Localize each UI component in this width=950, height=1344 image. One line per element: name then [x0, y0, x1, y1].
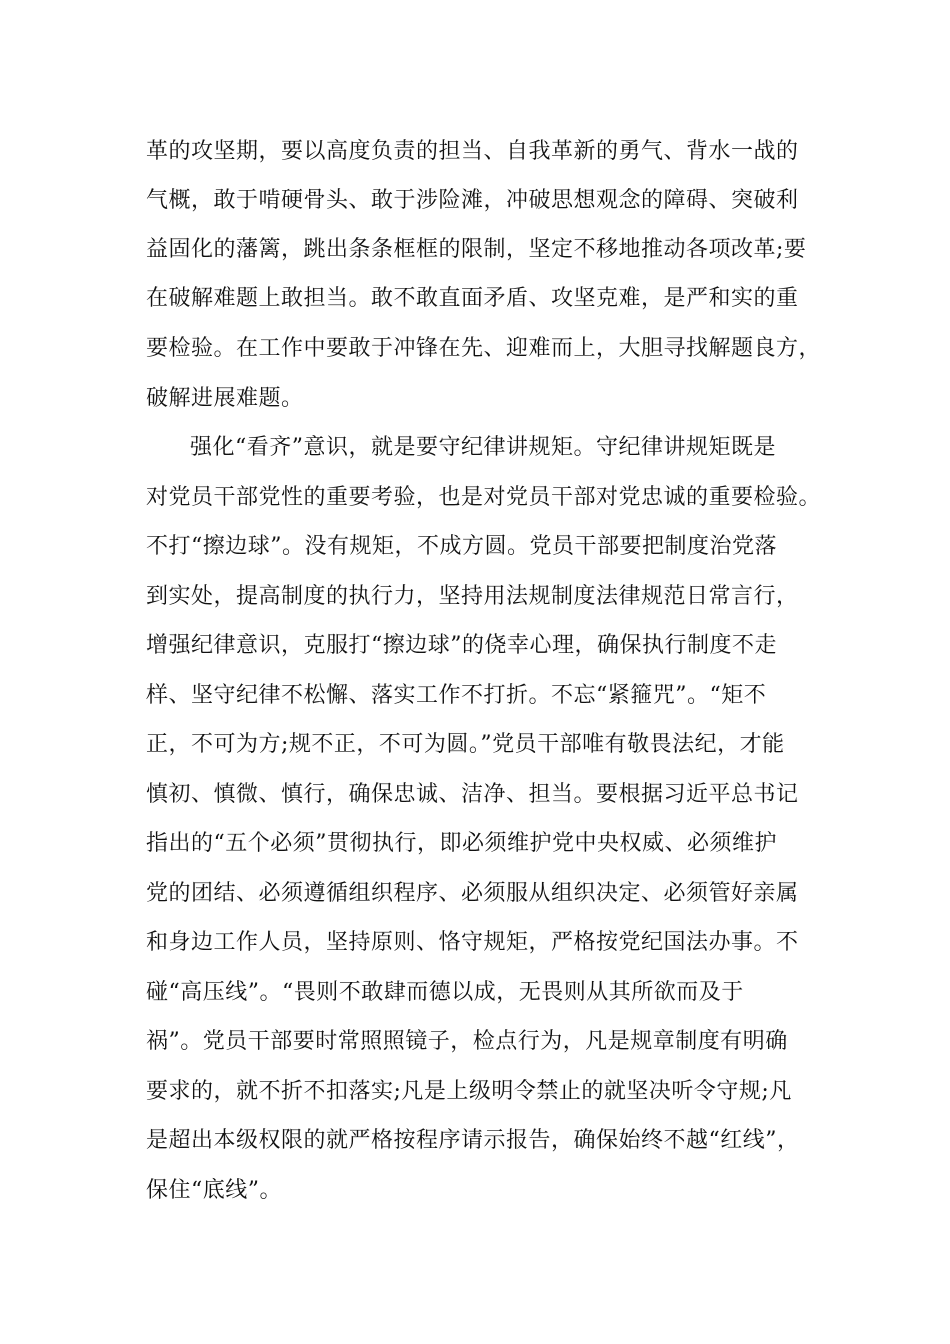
text-line: 增强纪律意识，克服打“擦边球”的侥幸心理，确保执行制度不走 [146, 633, 777, 658]
text-line: 不打“擦边球”。没有规矩，不成方圆。党员干部要把制度治党落 [146, 534, 777, 559]
text-line: 气概，敢于啃硬骨头、敢于涉险滩，冲破思想观念的障碍、突破利 [146, 188, 799, 213]
paragraph-start-line: 强化“看齐”意识，就是要守纪律讲规矩。守纪律讲规矩既是 [190, 435, 776, 460]
text-line: 革的攻坚期，要以高度负责的担当、自我革新的勇气、背水一战的 [146, 139, 799, 164]
text-line: 要求的，就不折不扣落实;凡是上级明令禁止的就坚决听令守规;凡 [146, 1079, 792, 1104]
text-line: 要检验。在工作中要敢于冲锋在先、迎难而上，大胆寻找解题良方， [146, 336, 822, 361]
text-line: 破解进展难题。 [146, 386, 304, 411]
text-line: 慎初、慎微、慎行，确保忠诚、洁净、担当。要根据习近平总书记 [146, 782, 799, 807]
text-line: 党的团结、必须遵循组织程序、必须服从组织决定、必须管好亲属 [146, 881, 799, 906]
text-line: 正，不可为方;规不正，不可为圆。”党员干部唯有敬畏法纪，才能 [146, 732, 785, 757]
text-line: 保住“底线”。 [146, 1178, 282, 1203]
text-line: 和身边工作人员，坚持原则、恪守规矩，严格按党纪国法办事。不 [146, 930, 799, 955]
text-line: 对党员干部党性的重要考验，也是对党员干部对党忠诚的重要检验。 [146, 485, 822, 510]
text-line: 益固化的藩篱，跳出条条框框的限制，坚定不移地推动各项改革;要 [146, 237, 807, 262]
text-line: 指出的“五个必须”贯彻执行，即必须维护党中央权威、必须维护 [146, 831, 777, 856]
text-line: 在破解难题上敢担当。敢不敢直面矛盾、攻坚克难，是严和实的重 [146, 286, 799, 311]
text-line: 是超出本级权限的就严格按程序请示报告，确保始终不越“红线”， [146, 1128, 800, 1153]
text-line: 碰“高压线”。“畏则不敢肆而德以成，无畏则从其所欲而及于 [146, 980, 744, 1005]
text-line: 样、坚守纪律不松懈、落实工作不打折。不忘“紧箍咒”。“矩不 [146, 683, 767, 708]
text-line: 到实处，提高制度的执行力，坚持用法规制度法律规范日常言行， [146, 584, 799, 609]
text-line: 祸”。党员干部要时常照照镜子，检点行为，凡是规章制度有明确 [146, 1029, 788, 1054]
